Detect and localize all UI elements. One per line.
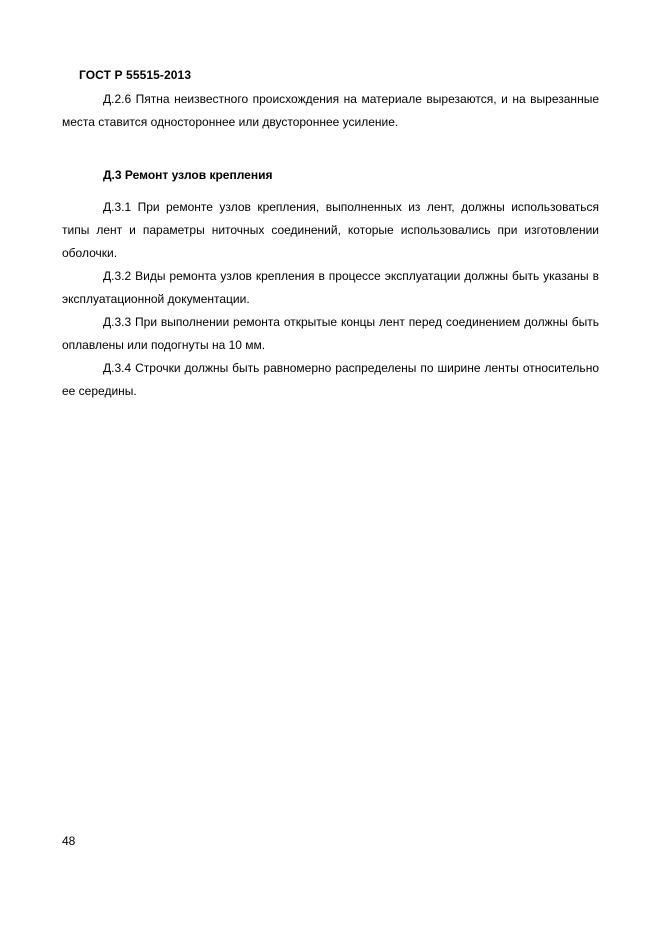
page-number: 48: [62, 834, 76, 848]
paragraph-d-3-1: Д.3.1 При ремонте узлов крепления, выполненных из лент, должны использоваться типы лент и параметры ниточных соединений, которые использовались при изготовлении оболочки.: [62, 200, 599, 260]
section-text-block: [62, 196, 599, 403]
section-heading-d-3: Д.3 Ремонт узлов крепления: [103, 168, 273, 182]
paragraph-d-3-2: Д.3.2 Виды ремонта узлов крепления в процессе эксплуатации должны быть указаны в эксплуатационной документации.: [62, 269, 599, 306]
paragraph-d-3-4: Д.3.4 Строчки должны быть равномерно распределены по ширине ленты относительно ее середины.: [62, 361, 599, 398]
paragraph-d-2-6: Д.2.6 Пятна неизвестного происхождения на материале вырезаются, и на вырезанные места ставится одностороннее или двустороннее усиление.: [62, 92, 599, 129]
standard-designation: ГОСТ Р 55515-2013: [79, 68, 192, 82]
intro-text-block: [62, 88, 599, 134]
paragraph-d-3-3: Д.3.3 При выполнении ремонта открытые концы лент перед соединением должны быть оплавлены или подогнуты на 10 мм.: [62, 315, 599, 352]
